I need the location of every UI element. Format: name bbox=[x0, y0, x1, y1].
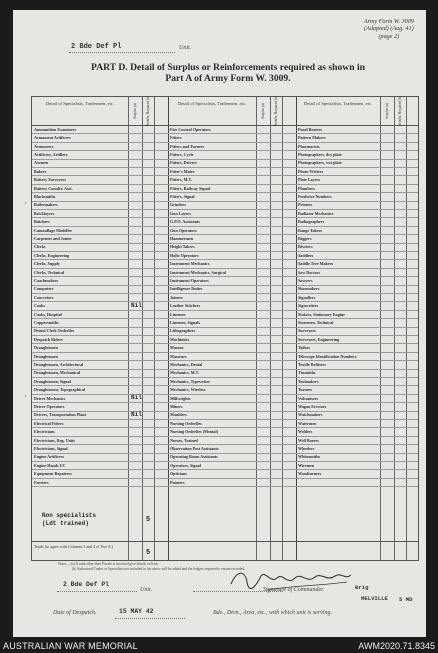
row-divider bbox=[32, 209, 418, 210]
row-divider bbox=[32, 327, 418, 328]
column-header-specialists: Detail of Specialists, Tradesmen, etc. bbox=[303, 101, 373, 106]
surplus-header-text: Surplus (a) bbox=[385, 103, 389, 119]
tick-mark: › bbox=[25, 393, 27, 399]
table-row-label: Storemen, Technical bbox=[298, 320, 334, 325]
table-row-label: Pattern Makers bbox=[298, 135, 326, 141]
table-row-label: Fire Control Operators bbox=[170, 126, 211, 132]
table-row-label: Intelligence Duties bbox=[170, 286, 203, 292]
table-row-label: Wiremen bbox=[298, 462, 315, 468]
despatch-line bbox=[115, 618, 185, 619]
table-row-label: Lithographers bbox=[170, 328, 196, 334]
table-row-label: Saddlers bbox=[298, 252, 314, 258]
row-divider bbox=[32, 243, 418, 244]
table-row-label: Masseurs bbox=[170, 353, 187, 359]
table-row-label: Masons bbox=[170, 345, 184, 351]
bde-label: Bde., Divn., Area, etc., with which unit is serving. bbox=[213, 610, 332, 616]
table-row-label: Coppersmiths bbox=[34, 320, 59, 325]
table-row-label: Tailors bbox=[298, 345, 311, 351]
table-row-label: Electrical Fitters bbox=[34, 420, 64, 426]
table-row-label: Riveters bbox=[298, 244, 313, 250]
column-header-specialists: Detail of Specialists, Tradesmen, etc. bbox=[45, 101, 115, 106]
row-divider bbox=[32, 394, 418, 395]
table-row-label: Woodturners bbox=[298, 471, 322, 477]
table-row-label: Photographers, dry plate bbox=[298, 152, 342, 157]
table-row-label: Saw Doctors bbox=[298, 269, 320, 275]
row-divider bbox=[32, 419, 418, 420]
signature-label: Signature of Commander. bbox=[263, 587, 325, 593]
tick-mark: › bbox=[25, 200, 27, 206]
table-row-label: Plumbers bbox=[298, 185, 315, 191]
row-divider bbox=[32, 385, 418, 386]
table-row-label: Farriers bbox=[34, 479, 49, 485]
row-divider bbox=[32, 402, 418, 403]
drivers-plant-entry: Nil bbox=[131, 411, 142, 419]
table-row-label: Clerks, Supply bbox=[34, 261, 60, 267]
table-row-label: Boilermakers bbox=[34, 202, 58, 208]
table-row-label: Radiographers bbox=[298, 219, 325, 225]
table-row-label: Draughtsmen, Mechanical bbox=[34, 370, 81, 376]
table-row-label: Radiator Mechanics bbox=[298, 210, 334, 216]
table-row-label: Fitter's Mates bbox=[170, 168, 195, 174]
table-row-label: Signwriters bbox=[298, 303, 319, 309]
row-divider bbox=[32, 184, 418, 185]
row-divider bbox=[32, 175, 418, 176]
table-row-label: Printers bbox=[298, 202, 313, 208]
table-row-label: Moulders bbox=[170, 412, 187, 418]
table-row-label: Fitters and Turners bbox=[170, 143, 205, 149]
table-row-label: Electricians, Reg. Units bbox=[34, 437, 75, 443]
table-row-label: Bakers bbox=[34, 168, 47, 174]
table-row-label: Armourers bbox=[34, 143, 54, 149]
table-row-label: Mechanics, M.T. bbox=[170, 370, 200, 376]
table-row-label: Draughtsmen bbox=[34, 345, 58, 351]
table-row-label: Nursing Orderlies (Mental) bbox=[170, 429, 218, 435]
table-row-label: Well Borers bbox=[298, 437, 319, 443]
row-divider bbox=[32, 478, 418, 479]
footer-unit-label: Unit. bbox=[140, 587, 153, 593]
table-row-label: Equipment Repairers bbox=[34, 471, 72, 477]
table-row-label: Tinsmiths bbox=[298, 370, 316, 376]
table-row-label: Blacksmiths bbox=[34, 194, 56, 199]
unit-label: Unit. bbox=[179, 45, 192, 51]
despatch-label: Date of Despatch. bbox=[53, 610, 97, 616]
table-row-label: Whitesmiths bbox=[298, 454, 321, 460]
table-row-label: Draughtsmen bbox=[34, 353, 58, 359]
table-row-label: Cooks bbox=[34, 303, 45, 309]
totals-label: Totals (to agree with Columns 3 and 4 of Part A.) bbox=[34, 544, 113, 549]
row-divider bbox=[32, 343, 418, 344]
table-row-label: Coachmakers bbox=[34, 278, 59, 283]
table-row-label: Instrument Mechanics, Surgical bbox=[170, 269, 227, 275]
table-row-label: Bricklayers bbox=[34, 210, 55, 216]
table-row-label: Wheelers bbox=[298, 446, 315, 451]
row-divider bbox=[32, 318, 418, 319]
table-row-label: Surveyors bbox=[298, 328, 316, 334]
table-row-label: Engine Hands I/C bbox=[34, 462, 66, 468]
unit-typed-value: 2 Bde Def Pl bbox=[71, 43, 122, 51]
surplus-header-text: Surplus (a) bbox=[261, 103, 265, 119]
table-row-label: Mechanics, Wireless bbox=[170, 387, 206, 393]
column-header-surplus bbox=[256, 100, 270, 122]
row-divider bbox=[32, 377, 418, 378]
table-row-label: Draughtsmen, Signal bbox=[34, 378, 71, 384]
non-specialists-line2: (Ldt trained) bbox=[42, 520, 89, 528]
rank-typed: Brig bbox=[355, 584, 369, 591]
table-row-label: Observation Post Assistants bbox=[170, 446, 219, 451]
table-row-label: Gun Operators bbox=[170, 227, 197, 233]
table-row-label: Height Takers bbox=[170, 244, 195, 250]
despatch-date-typed: 15 MAY 42 bbox=[119, 608, 154, 615]
table-row-label: Linemen bbox=[170, 311, 186, 317]
table-row-label: Wagon Erectors bbox=[298, 404, 327, 409]
row-divider bbox=[32, 293, 418, 294]
table-row-label: Fitters bbox=[170, 135, 182, 141]
table-row-label: Hollo Operators bbox=[170, 252, 199, 258]
table-row-label: Panel Beaters bbox=[298, 126, 322, 132]
table-row-label: Photographers, wet plate bbox=[298, 160, 342, 166]
non-specialists-value: 5 bbox=[146, 516, 151, 525]
row-divider bbox=[32, 461, 418, 462]
totals-value: 5 bbox=[146, 549, 151, 557]
table-row-label: Nursing Orderlies bbox=[170, 420, 202, 426]
table-row-label: Fitters, Drivers bbox=[170, 160, 197, 166]
table-row-label: Vulcanisers bbox=[298, 395, 319, 401]
part-d-title: PART D. Detail of Surplus or Reinforcements required as shown in Part A of Army Form W. 3009. bbox=[91, 62, 365, 84]
form-sheet bbox=[13, 10, 426, 637]
form-reference: Army Form W. 3009 (Adapted) (Aug. 41) (page 2) bbox=[363, 18, 414, 40]
unit-dotted-line bbox=[69, 52, 175, 53]
table-row-label: Sawyers bbox=[298, 278, 313, 283]
table-row-label: Toolmakers bbox=[298, 378, 319, 384]
table-row-label: Camouflage Modeller bbox=[34, 227, 73, 233]
column-header-reinforcements bbox=[142, 95, 154, 127]
specialists-table bbox=[25, 95, 419, 561]
column-header-specialists: Detail of Specialists, Tradesmen, etc. bbox=[177, 101, 247, 106]
row-divider bbox=[32, 285, 418, 286]
table-row-label: Nurses, Trained bbox=[170, 437, 198, 443]
table-row-label: Carpenter and Joiner bbox=[34, 236, 72, 241]
table-row-label: Instrument Mechanics bbox=[170, 261, 210, 267]
table-row-label: Textile Refitters bbox=[298, 362, 326, 367]
row-divider bbox=[32, 444, 418, 445]
row-divider bbox=[32, 411, 418, 412]
bde-typed: MELVILLE bbox=[361, 595, 388, 602]
row-divider bbox=[32, 301, 418, 302]
table-row-label: Range Takers bbox=[298, 227, 322, 233]
column-header-reinforcements bbox=[270, 95, 282, 127]
archive-credit: AUSTRALIAN WAR MEMORIAL bbox=[3, 641, 138, 651]
table-row-label: Machinists bbox=[170, 336, 190, 342]
table-row-label: Millwrights bbox=[170, 395, 191, 401]
table-row-label: Engine Artificers bbox=[34, 454, 64, 460]
table-row-label: Ammunition Examiners bbox=[34, 126, 77, 132]
table-row-label: Driver Mechanics bbox=[34, 395, 66, 401]
table-row-label: Axemen bbox=[34, 160, 49, 166]
table-row-label: Signallers bbox=[298, 294, 316, 300]
table-row-label: Draughtsmen, Topographical bbox=[34, 387, 86, 393]
table-row-label: Instrument Operators bbox=[170, 278, 209, 283]
reinforcements-header-text: Reinfts. Required (b) bbox=[398, 95, 403, 127]
row-divider bbox=[32, 167, 418, 168]
row-divider bbox=[32, 226, 418, 227]
table-row-label: Telescope Identification Numbers bbox=[298, 353, 357, 359]
table-row-label: Surveyors, Engineering bbox=[298, 336, 340, 342]
table-row-label: Artificers, Artillery bbox=[34, 152, 68, 157]
table-row-label: Fitters, Signal bbox=[170, 194, 195, 199]
table-row-label: Dental Clerk Orderlies bbox=[34, 328, 75, 334]
row-divider bbox=[32, 335, 418, 336]
table-row-label: Fitters, Railway Signal bbox=[170, 185, 210, 191]
row-divider bbox=[32, 142, 418, 143]
row-divider bbox=[32, 150, 418, 151]
table-row-label: Pharmacists bbox=[298, 143, 320, 149]
table-row-label: Cooks, Hospital bbox=[34, 311, 62, 317]
row-divider bbox=[32, 486, 418, 487]
table-row-label: Shoemakers bbox=[298, 286, 320, 292]
table-row-label: Draughtsmen, Architectural bbox=[34, 362, 84, 367]
table-row-label: Watchmakers bbox=[298, 412, 323, 418]
bde-extra-typed: 5 MD bbox=[399, 596, 413, 603]
table-row-label: Electricians, Signal bbox=[34, 446, 68, 451]
table-row-label: Mechanics, Typewriter bbox=[170, 378, 211, 384]
table-row-label: Grinders bbox=[170, 202, 186, 208]
row-divider bbox=[32, 192, 418, 193]
row-divider bbox=[32, 352, 418, 353]
table-row-label: Hammermen bbox=[170, 236, 194, 241]
table-row-label: Opticians bbox=[170, 471, 187, 477]
table-row-label: Plate Layers bbox=[298, 177, 320, 183]
table-row-label: Armament Artificers bbox=[34, 135, 71, 141]
reinforcements-header-text: Reinfts. Required (b) bbox=[146, 95, 151, 127]
row-divider bbox=[32, 259, 418, 260]
table-row-label: Butchers bbox=[34, 219, 50, 225]
footer-unit-line bbox=[57, 591, 137, 592]
row-divider bbox=[32, 251, 418, 252]
row-divider bbox=[32, 360, 418, 361]
cooks-entry: Nil bbox=[131, 301, 142, 309]
row-divider bbox=[32, 201, 418, 202]
table-row-label: Stokers, Stationary Engine bbox=[298, 311, 345, 317]
table-row-label: Clerks, Technical bbox=[34, 269, 65, 275]
table-row-label: Leather Stitchers bbox=[170, 303, 201, 309]
row-divider bbox=[32, 453, 418, 454]
table-row-label: Gun Layers bbox=[170, 210, 191, 216]
table-row-label: Welders bbox=[298, 429, 313, 435]
table-row-label: G.P.O. Assistants bbox=[170, 219, 200, 225]
table-row-label: Driver Operators bbox=[34, 404, 65, 409]
column-header-surplus bbox=[128, 100, 142, 122]
surplus-header-text: Surplus (a) bbox=[133, 103, 137, 119]
table-row-label: Battery Comdrs. Asst. bbox=[34, 185, 73, 191]
reinforcements-header-text: Reinfts. Required (b) bbox=[274, 95, 279, 127]
row-divider bbox=[32, 234, 418, 235]
table-row-label: Linemen, Signals bbox=[170, 320, 201, 325]
row-divider bbox=[32, 469, 418, 470]
row-divider bbox=[32, 369, 418, 370]
table-row-label: Predictor Numbers bbox=[298, 194, 332, 199]
form-notes: Notes.—(a) If rank other than Private is involved give details on back. (b) Authorised Trades or Specialists not included in list above will be added and the ledgers required to ensure recorded. bbox=[58, 562, 245, 571]
table-row-label: Saddle Tree Makers bbox=[298, 261, 334, 267]
row-divider bbox=[32, 159, 418, 160]
table-row-label: Watermen bbox=[298, 420, 317, 426]
table-row-label: Miners bbox=[170, 404, 183, 409]
table-row-label: Joiners bbox=[170, 294, 183, 300]
table-row-label: Battery Surveyors bbox=[34, 177, 66, 183]
row-divider bbox=[32, 276, 418, 277]
table-row-label: Photo-Writers bbox=[298, 168, 324, 174]
table-row-label: Computers bbox=[34, 286, 54, 292]
archive-id: AWM2020.71.8345 bbox=[358, 641, 435, 651]
table-row-label: Despatch Riders bbox=[34, 336, 63, 342]
non-specialists-line1: Non specialists bbox=[42, 512, 97, 520]
footer-unit-typed: 2 Bde Def Pl bbox=[63, 581, 110, 588]
table-row-label: Fitters, M.T. bbox=[170, 177, 192, 183]
table-row-label: Fitters, Cycle bbox=[170, 152, 194, 157]
column-header-reinforcements bbox=[394, 95, 406, 127]
table-row-label: Clerks, Engineering bbox=[34, 252, 70, 258]
table-row-label: Drivers, Transportation Plant bbox=[34, 412, 87, 418]
row-divider bbox=[32, 133, 418, 134]
row-divider bbox=[32, 427, 418, 428]
header-divider bbox=[32, 125, 418, 126]
column-header-surplus bbox=[380, 100, 394, 122]
table-row-label: Operating Room Assistants bbox=[170, 454, 218, 460]
driver-mechanics-entry: Nil bbox=[131, 394, 142, 402]
table-row-label: Mechanics, Dental bbox=[170, 362, 203, 367]
totals-divider bbox=[32, 541, 418, 542]
table-row-label: Concretors bbox=[34, 294, 54, 300]
row-divider bbox=[32, 310, 418, 311]
table-row-label: Painters bbox=[170, 479, 185, 485]
table-row-label: Turners bbox=[298, 387, 312, 393]
table-row-label: Operators, Signal bbox=[170, 462, 201, 468]
table-row-label: Clerks bbox=[34, 244, 46, 250]
table-row-label: Riggers bbox=[298, 236, 312, 241]
row-divider bbox=[32, 436, 418, 437]
table-row-label: Electricians bbox=[34, 429, 55, 435]
row-divider bbox=[32, 217, 418, 218]
